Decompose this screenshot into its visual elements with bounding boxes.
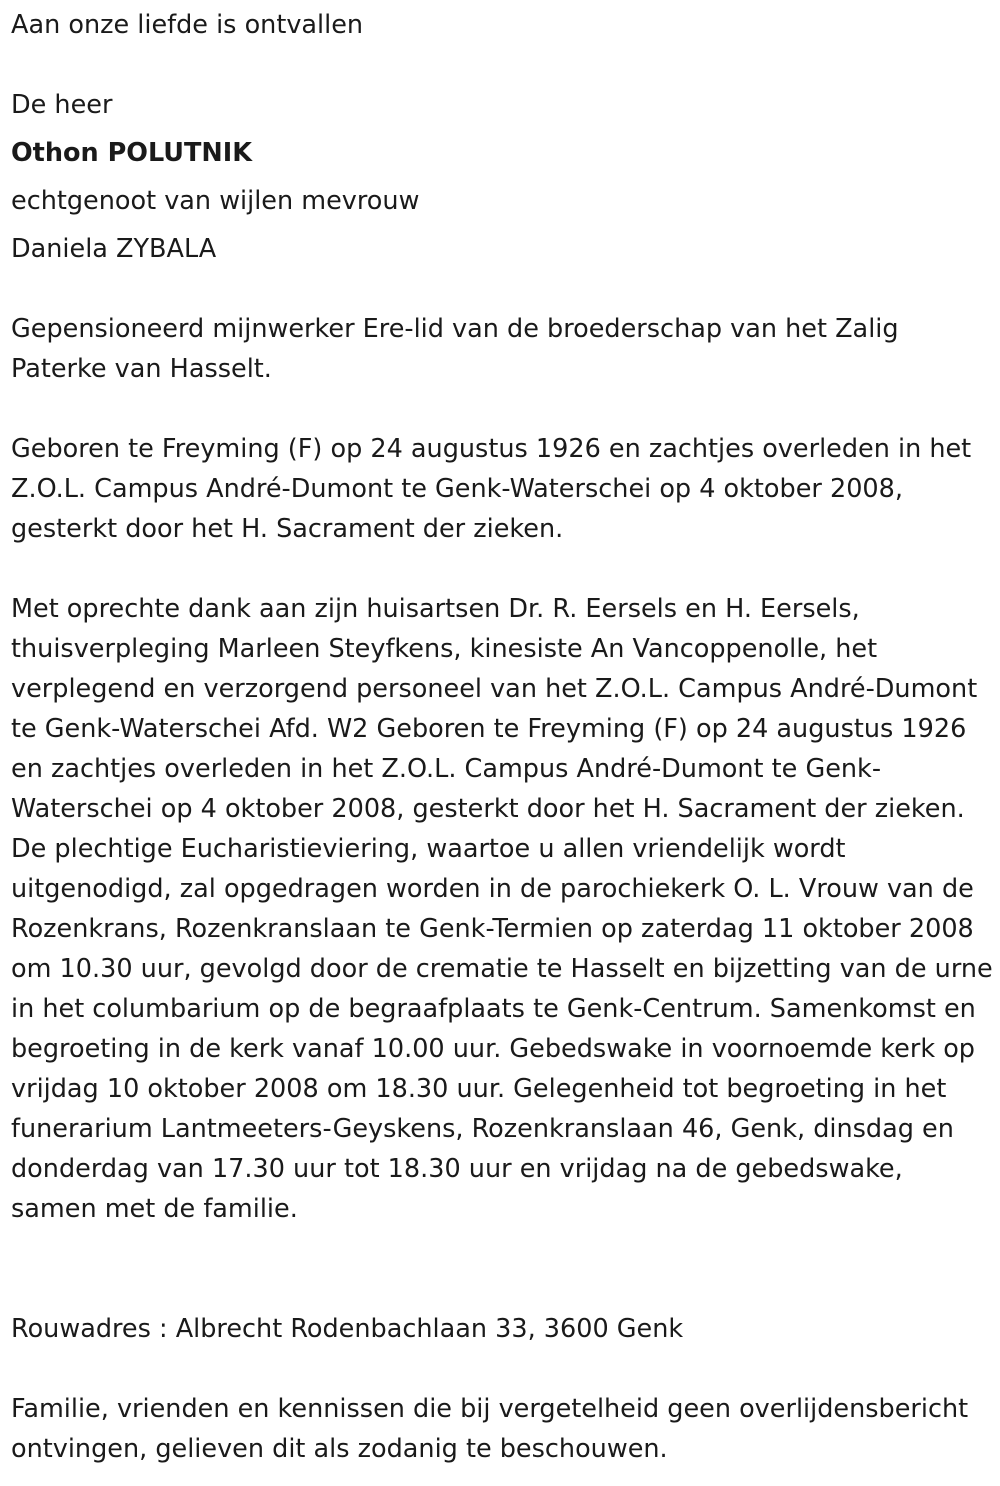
family-note-paragraph: Familie, vrienden en kennissen die bij vergetelheid geen overlijdensbericht ontvingen, gelieven dit als zodanig te beschouwen. bbox=[11, 1394, 969, 1464]
deceased-name: Othon POLUTNIK bbox=[11, 138, 252, 168]
birth-death-paragraph: Geboren te Freyming (F) op 24 augustus 1926 en zachtjes overleden in het Z.O.L. Campus André-Dumont te Genk-Waterschei op 4 oktober 2008, gesterkt door het H. Sacrament der zieken. bbox=[11, 434, 972, 544]
mourning-address: Rouwadres : Albrecht Rodenbachlaan 33, 3600 Genk bbox=[11, 1314, 684, 1344]
spouse-name: Daniela ZYBALA bbox=[11, 234, 217, 264]
intro-line: Aan onze liefde is ontvallen bbox=[11, 10, 364, 40]
honorific: De heer bbox=[11, 90, 113, 120]
career-paragraph: Gepensioneerd mijnwerker Ere-lid van de broederschap van het Zalig Paterke van Hasselt. bbox=[11, 314, 899, 384]
spouse-relation: echtgenoot van wijlen mevrouw bbox=[11, 186, 420, 216]
thanks-paragraph: Met oprechte dank aan zijn huisartsen Dr. R. Eersels en H. Eersels, thuisverpleging Marleen Steyfkens, kinesiste An Vancoppenolle, het verplegend en verzorgend personeel van het Z.O.L. Campus André-Dumont te Genk-Waterschei Afd. W2 Geboren te Freyming (F) op 24 augustus 1926 en zachtjes overleden in het Z.O.L. Campus André-Dumont te Genk-Waterschei op 4 oktober 2008, gesterkt door het H. Sacrament der zieken. De plechtige Eucharistieviering, waartoe u allen vriendelijk wordt uitgenodigd, zal opgedragen worden in de parochiekerk O. L. Vrouw van de Rozenkrans, Rozenkranslaan te Genk-Termien op zaterdag 11 oktober 2008 om 10.30 uur, gevolgd door de crematie te Hasselt en bijzetting van de urne in het columbarium op de begraafplaats te Genk-Centrum. Samenkomst en begroeting in de kerk vanaf 10.00 uur. Gebedswake in voornoemde kerk op vrijdag 10 oktober 2008 om 18.30 uur. Gelegenheid tot begroeting in het funerarium Lantmeeters-Geyskens, Rozenkranslaan 46, Genk, dinsdag en donderdag van 17.30 uur tot 18.30 uur en vrijdag na de gebedswake, samen met de familie. bbox=[11, 594, 993, 1224]
